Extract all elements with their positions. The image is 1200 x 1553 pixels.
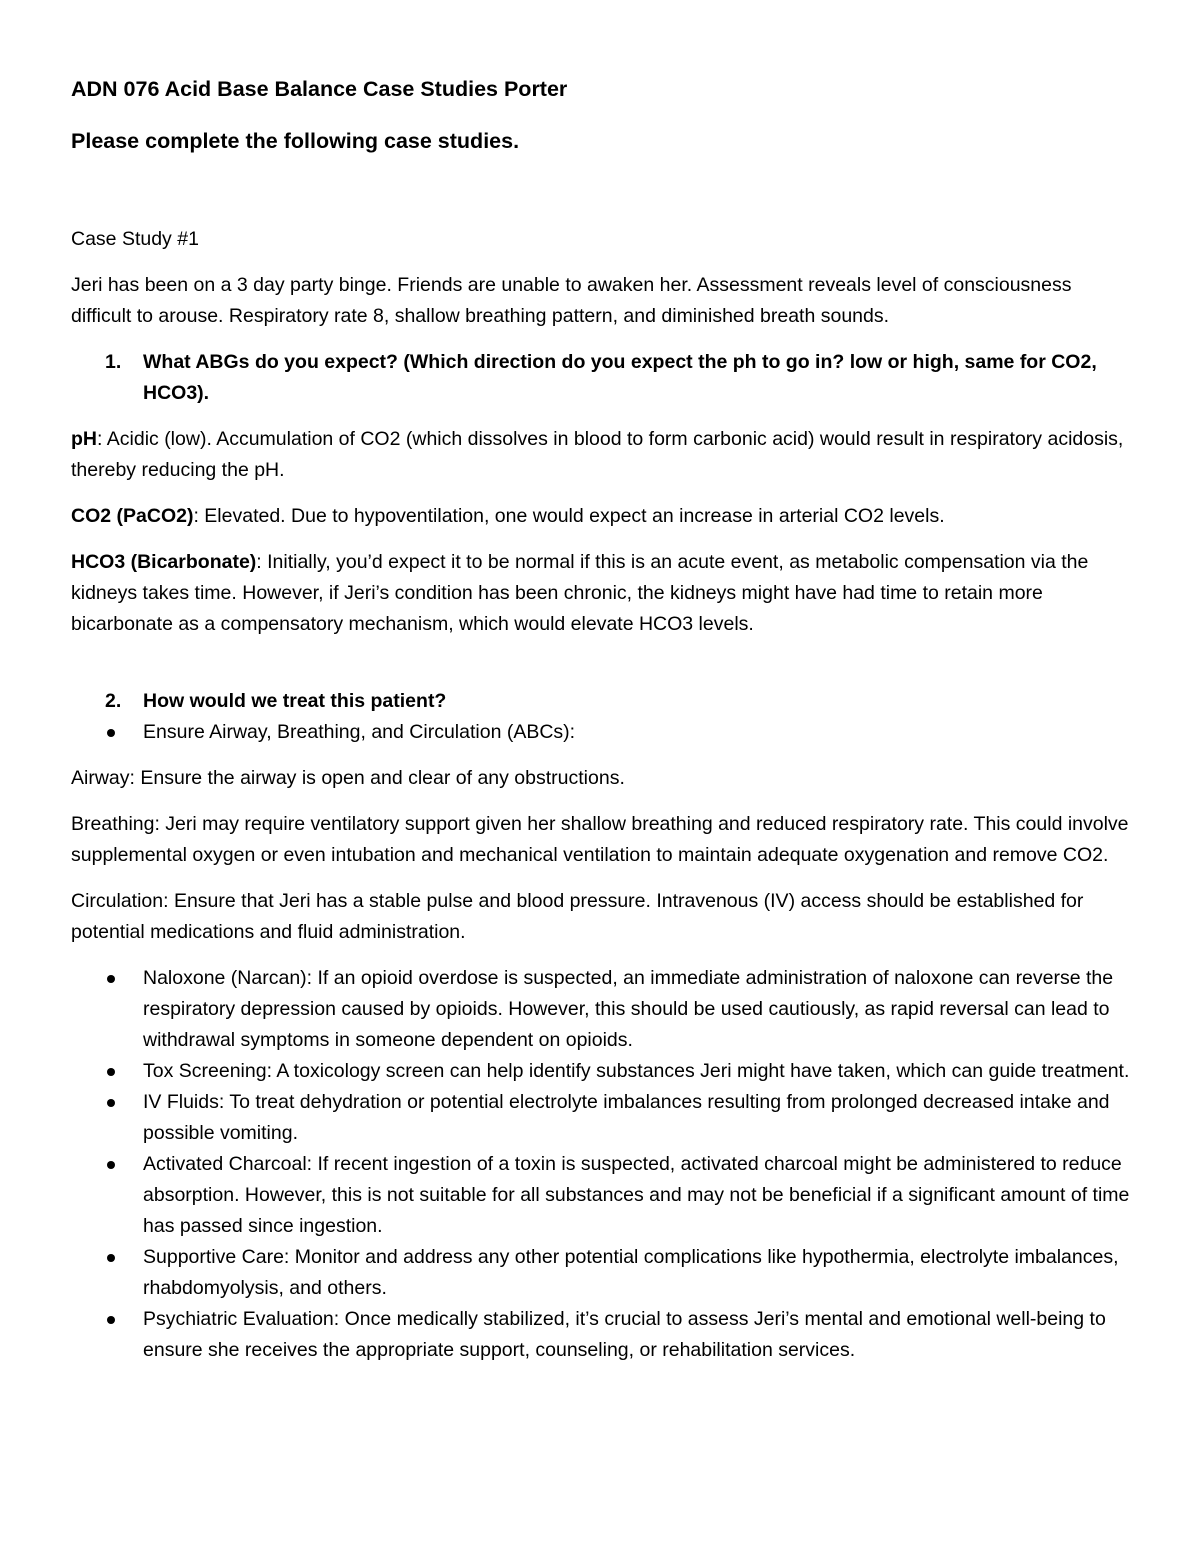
treatment-item-tox-screening (71, 1056, 1133, 1087)
document-subtitle: Please complete the following case studies. (71, 129, 520, 153)
treatment-list (71, 963, 1133, 1366)
treatment-item-naloxone (71, 963, 1133, 1056)
bullet-icon (107, 975, 115, 983)
treatment-item-psychiatric-evaluation (71, 1304, 1133, 1366)
question-1-text: What ABGs do you expect? (Which direction do you expect the ph to go in? low or high, same for CO2, HCO3). (143, 351, 1097, 404)
hco3-label: HCO3 (Bicarbonate) (71, 551, 257, 573)
document-page (71, 74, 1133, 1366)
document-title: ADN 076 Acid Base Balance Case Studies Porter (71, 77, 568, 101)
co2-label: CO2 (PaCO2) (71, 505, 194, 527)
treatment-item-iv-fluids (71, 1087, 1133, 1149)
co2-answer (71, 501, 1133, 532)
treatment-text: Naloxone (Narcan): If an opioid overdose is suspected, an immediate administration of naloxone can reverse the respiratory depression caused by opioids. However, this should be used cautiously, as rapid reversal can lead to withdrawal symptoms in someone dependent on opioids. (143, 967, 1114, 1051)
ph-text: : Acidic (low). Accumulation of CO2 (which dissolves in blood to form carbonic acid) would result in respiratory acidosis, thereby reducing the pH. (71, 428, 1124, 481)
treatment-text: Activated Charcoal: If recent ingestion of a toxin is suspected, activated charcoal might be administered to reduce absorption. However, this is not suitable for all substances and may not be beneficial if a significant amount of time has passed since ingestion. (143, 1153, 1130, 1237)
treatment-item-activated-charcoal (71, 1149, 1133, 1242)
bullet-icon (107, 1316, 115, 1324)
airway-paragraph: Airway: Ensure the airway is open and clear of any obstructions. (71, 767, 625, 789)
hco3-text: : Initially, you’d expect it to be normal if this is an acute event, as metabolic compensation via the kidneys takes time. However, if Jeri’s condition has been chronic, the kidneys might have had time to retain more bicarbonate as a compensatory mechanism, which would elevate HCO3 levels. (71, 551, 1089, 635)
bullet-icon (107, 1068, 115, 1076)
treatment-text: IV Fluids: To treat dehydration or potential electrolyte imbalances resulting from prolonged decreased intake and possible vomiting. (143, 1091, 1110, 1144)
breathing-paragraph: Breathing: Jeri may require ventilatory support given her shallow breathing and reduced respiratory rate. This could involve supplemental oxygen or even intubation and mechanical ventilation to maintain adequate oxygenation and remove CO2. (71, 813, 1129, 866)
bullet-icon (107, 1254, 115, 1262)
case-scenario: Jeri has been on a 3 day party binge. Friends are unable to awaken her. Assessment reveals level of consciousness difficult to arouse. Respiratory rate 8, shallow breathing pattern, and diminished breath sounds. (71, 274, 1072, 327)
treatment-text: Tox Screening: A toxicology screen can help identify substances Jeri might have taken, which can guide treatment. (143, 1060, 1130, 1082)
question-2 (71, 686, 1133, 717)
treatment-item-supportive-care (71, 1242, 1133, 1304)
bullet-icon (107, 729, 115, 737)
case-study-heading: Case Study #1 (71, 228, 199, 250)
ph-answer (71, 424, 1133, 486)
question-2-number: 2. (105, 690, 122, 712)
question-1 (71, 347, 1133, 409)
treatment-text: Supportive Care: Monitor and address any other potential complications like hypothermia, electrolyte imbalances, rhabdomyolysis, and others. (143, 1246, 1119, 1299)
question-1-number: 1. (105, 351, 122, 373)
circulation-paragraph: Circulation: Ensure that Jeri has a stable pulse and blood pressure. Intravenous (IV) access should be established for potential medications and fluid administration. (71, 890, 1084, 943)
co2-text: : Elevated. Due to hypoventilation, one would expect an increase in arterial CO2 levels. (193, 505, 945, 527)
treatment-text: Psychiatric Evaluation: Once medically stabilized, it’s crucial to assess Jeri’s mental and emotional well-being to ensure she receives the appropriate support, counseling, or rehabilitation services. (143, 1308, 1106, 1361)
hco3-answer (71, 547, 1133, 640)
bullet-icon (107, 1161, 115, 1169)
abc-bullet-text: Ensure Airway, Breathing, and Circulation (ABCs): (143, 721, 576, 743)
ph-label: pH (71, 428, 97, 450)
bullet-icon (107, 1099, 115, 1107)
question-2-text: How would we treat this patient? (143, 690, 447, 712)
abc-bullet (71, 717, 1133, 748)
